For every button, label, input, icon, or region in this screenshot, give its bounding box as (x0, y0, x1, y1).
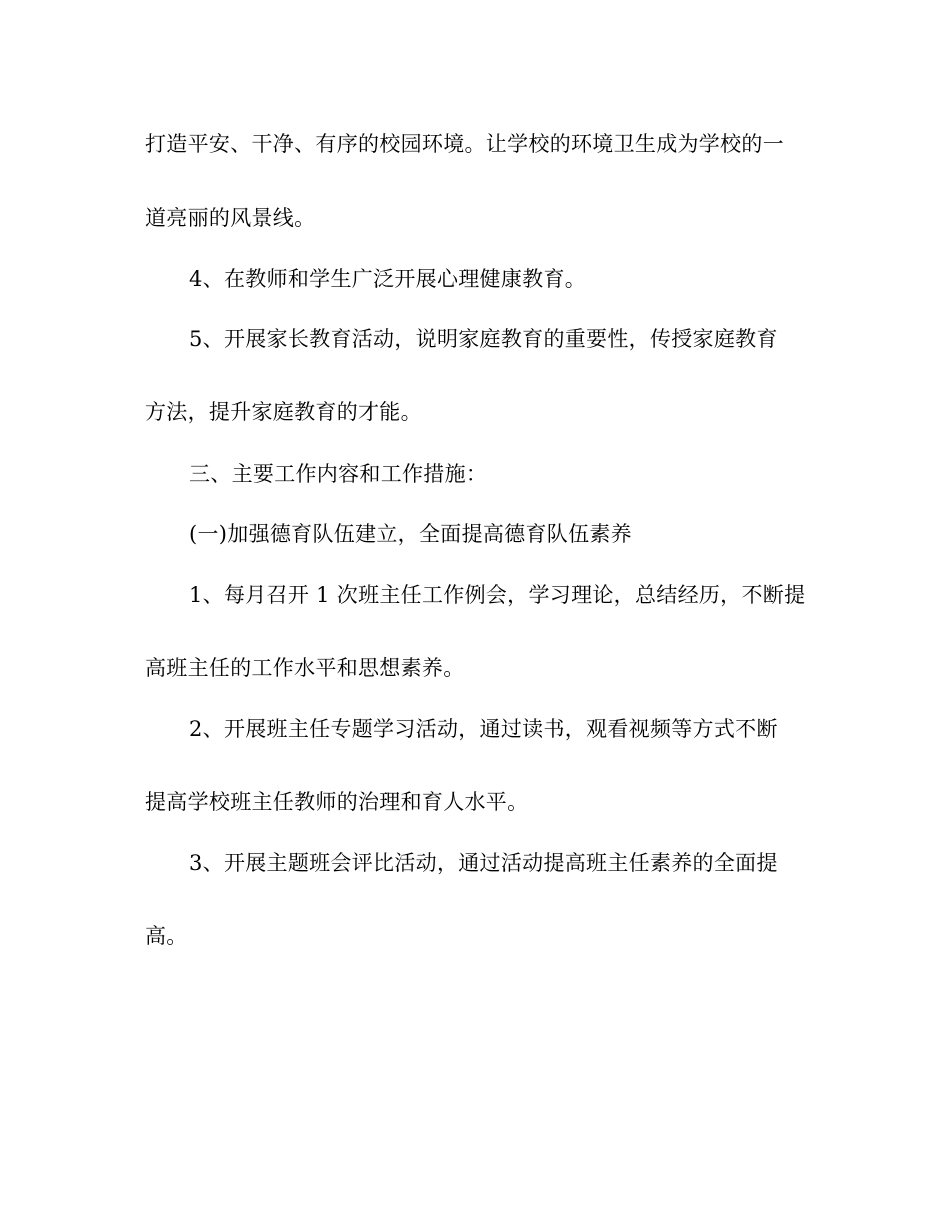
paragraph-line: 提高学校班主任教师的治理和育人水平。 (145, 790, 529, 814)
list-item-4: 4、在教师和学生广泛开展心理健康教育。 (189, 267, 587, 291)
list-item-2: 2、开展班主任专题学习活动，通过读书，观看视频等方式不断 (189, 717, 778, 741)
list-item-1: 1、每月召开 1 次班主任工作例会，学习理论，总结经历，不断提 (189, 583, 806, 607)
list-item-3: 3、开展主题班会评比活动，通过活动提高班主任素养的全面提 (189, 851, 778, 875)
list-item-5: 5、开展家长教育活动，说明家庭教育的重要性，传授家庭教育 (189, 327, 778, 351)
section-heading: 三、主要工作内容和工作措施： (189, 462, 488, 486)
paragraph-line: 打造平安、干净、有序的校园环境。让学校的环境卫生成为学校的一 (145, 132, 784, 156)
subsection-heading: (一)加强德育队伍建立，全面提高德育队伍素养 (189, 522, 632, 546)
paragraph-line: 方法，提升家庭教育的才能。 (145, 400, 422, 424)
paragraph-line: 高。 (145, 924, 188, 948)
paragraph-line: 高班主任的工作水平和思想素养。 (145, 656, 465, 680)
paragraph-line: 道亮丽的风景线。 (145, 206, 316, 230)
